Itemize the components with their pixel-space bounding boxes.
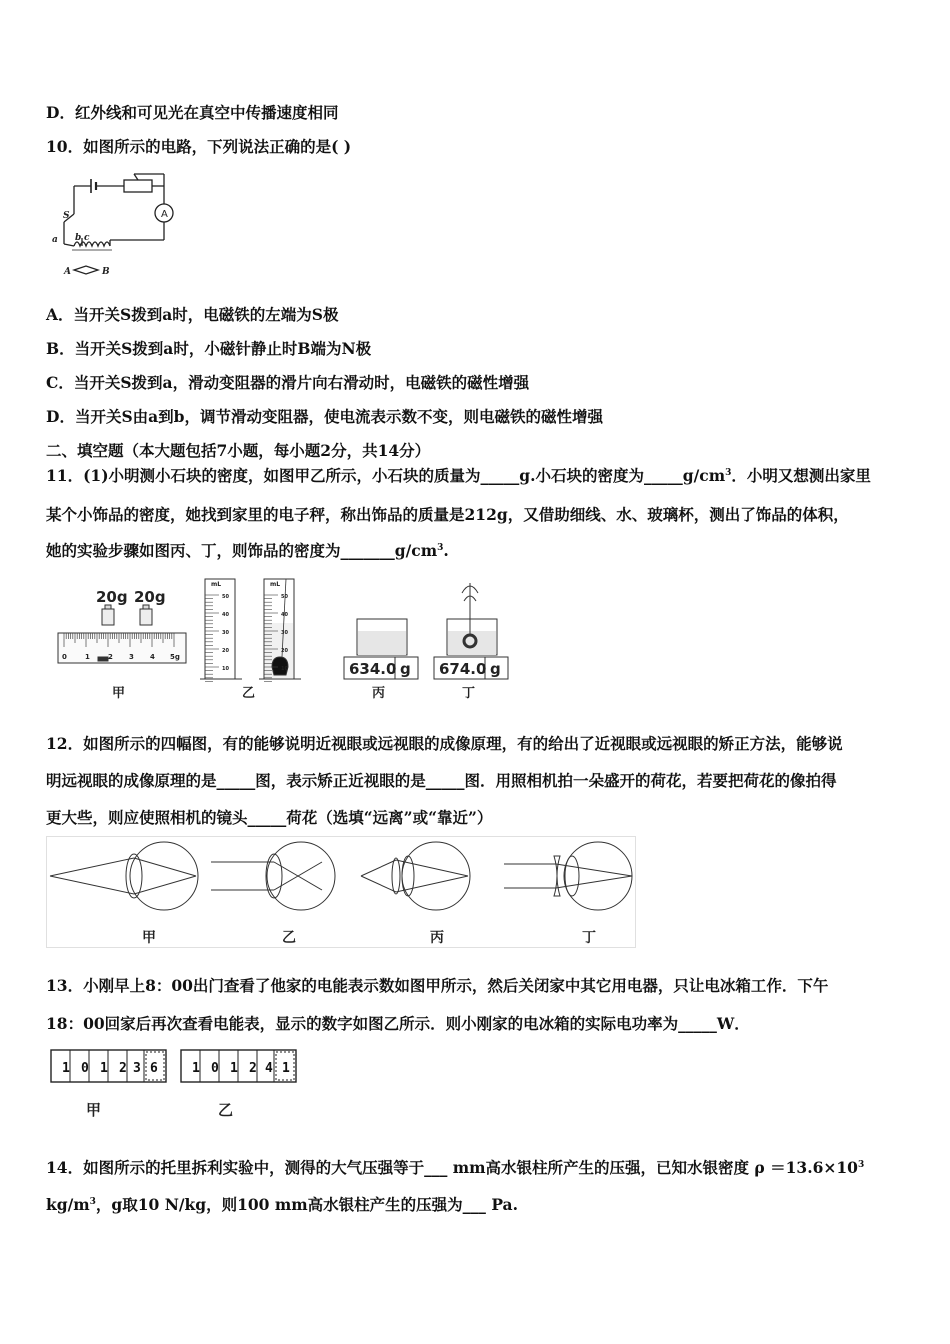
meter1-digit-1: 1 [62, 1061, 70, 1076]
q12-label-yi: 乙 [282, 930, 296, 946]
q11-label-bing: 丙 [372, 686, 386, 701]
weight-label-1: 20g [96, 588, 128, 606]
q11-label-ding: 丁 [462, 686, 476, 701]
meter1-digit-5: 3 [133, 1061, 141, 1076]
q9-option-d: D．红外线和可见光在真空中传播速度相同 [46, 103, 339, 122]
q12-line2: 明远视眼的成像原理的是_____图，表示矫正近视眼的是_____图．用照相机拍一朵盛开的荷花，若要把荷花的像拍得 [46, 771, 837, 790]
contact-c-label: c [84, 233, 90, 243]
needle-b-label: B [102, 267, 110, 277]
meter2-digit-3: 1 [230, 1061, 238, 1076]
cyl2-unit: mL [270, 581, 281, 588]
contact-a-label: a [52, 235, 58, 245]
q12-eye-diagrams [46, 836, 636, 948]
cyl1-tick-10: 10 [222, 666, 229, 672]
q13-line2: 18：00回家后再次查看电能表，显示的数字如图乙所示．则小刚家的电冰箱的实际电功率为_____W． [46, 1014, 750, 1033]
cyl2-tick-50: 50 [281, 594, 288, 600]
q14-line2: $kg/m^3$，g取10 N/kg，则100 mm高水银柱产生的压强为___ Pa. [46, 1195, 518, 1214]
section-heading: 二、填空题（本大题包括7小题，每小题2分，共14分） [46, 441, 431, 460]
q12-label-ding: 丁 [582, 930, 596, 946]
q10-stem: 10．如图所示的电路，下列说法正确的是( ) [46, 137, 352, 156]
q11-label-yi: 乙 [242, 686, 256, 701]
meter2-digit-5: 4 [265, 1061, 273, 1076]
q11-figure [52, 575, 517, 705]
scale-tick-0: 0 [62, 653, 67, 661]
cyl2-tick-40: 40 [281, 612, 288, 618]
scale-tick-3: 3 [129, 653, 134, 661]
meter1-digit-4: 2 [119, 1061, 127, 1076]
scale-unit-bing: g [400, 660, 411, 678]
cyl1-unit: mL [211, 581, 222, 588]
ammeter-label: A [161, 209, 168, 220]
scale-unit-ding: g [490, 660, 501, 678]
q11-line1: 11．(1)小明测小石块的密度，如图甲乙所示，小石块的质量为_____g.小石块的密度为$\_\_\_\_\_g/cm^3$．小明又想测出家里 [46, 466, 871, 485]
q10-option-d: D．当开关S由a到b，调节滑动变阻器，使电流表示数不变，则电磁铁的磁性增强 [46, 407, 604, 426]
cyl1-tick-40: 40 [222, 612, 229, 618]
contact-b-label: b [75, 233, 82, 243]
scale-tick-5: 5g [170, 653, 180, 661]
cyl2-tick-30: 30 [281, 630, 288, 636]
cyl2-tick-10: 10 [281, 666, 288, 672]
scale-reading-ding: 674.0 [439, 660, 487, 678]
meter2-digit-4: 2 [249, 1061, 257, 1076]
q13-label-jia: 甲 [86, 1101, 102, 1119]
meter2-digit-6: 1 [282, 1061, 290, 1076]
cyl2-tick-20: 20 [281, 648, 288, 654]
meter1-digit-3: 1 [100, 1061, 108, 1076]
q11-line3: 她的实验步骤如图丙、丁，则饰品的密度为$\_\_\_\_\_\_\_g/cm^3$. [46, 541, 449, 560]
q13-meter-figure [50, 1048, 300, 1120]
q10-option-a: A．当开关S拨到a时，电磁铁的左端为S极 [46, 305, 339, 324]
meter1-digit-6: 6 [150, 1061, 158, 1076]
scale-reading-bing: 634.0 [349, 660, 397, 678]
scale-tick-1: 1 [85, 653, 90, 661]
needle-a-label: A [64, 267, 71, 277]
meter2-digit-1: 1 [192, 1061, 200, 1076]
q10-option-b: B．当开关S拨到a时，小磁针静止时B端为N极 [46, 339, 372, 358]
scale-tick-2: 2 [108, 653, 113, 661]
cyl1-tick-30: 30 [222, 630, 229, 636]
cyl1-tick-50: 50 [222, 594, 229, 600]
weight-label-2: 20g [134, 588, 166, 606]
switch-label: S [63, 211, 70, 221]
meter1-digit-2: 0 [81, 1061, 89, 1076]
q12-label-bing: 丙 [430, 930, 444, 946]
q11-label-jia: 甲 [112, 686, 126, 701]
q13-label-yi: 乙 [218, 1101, 234, 1119]
q11-line2: 某个小饰品的密度，她找到家里的电子秤，称出饰品的质量是212g，又借助细线、水、玻璃杯，测出了饰品的体积， [46, 505, 849, 524]
meter2-digit-2: 0 [211, 1061, 219, 1076]
q13-line1: 13．小刚早上8：00出门查看了他家的电能表示数如图甲所示，然后关闭家中其它用电器，只让电冰箱工作．下午 [46, 976, 829, 995]
q10-circuit-figure [48, 170, 183, 280]
cyl1-tick-20: 20 [222, 648, 229, 654]
q14-line1: 14．如图所示的托里拆利实验中，测得的大气压强等于___ mm高水银柱所产生的压强，已知水银密度 $\rho =13.6\times 10^3$ [46, 1158, 865, 1177]
scale-tick-4: 4 [150, 653, 155, 661]
q12-label-jia: 甲 [142, 930, 156, 946]
q12-line1: 12．如图所示的四幅图，有的能够说明近视眼或远视眼的成像原理，有的给出了近视眼或远视眼的矫正方法，能够说 [46, 734, 843, 753]
q10-option-c: C．当开关S拨到a，滑动变阻器的滑片向右滑动时，电磁铁的磁性增强 [46, 373, 530, 392]
q12-line3: 更大些，则应使照相机的镜头_____荷花（选填“远离”或“靠近”） [46, 808, 493, 827]
